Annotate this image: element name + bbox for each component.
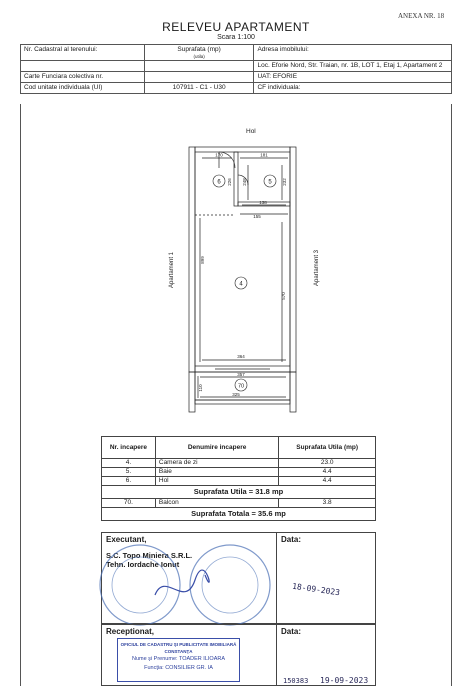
cod-label: Cod unitate individuala (UI) xyxy=(21,83,145,94)
carte-label: Carte Funciara colectiva nr. xyxy=(21,72,145,83)
suprafata-sub: (utila) xyxy=(193,54,205,59)
dim-label: 570 xyxy=(281,292,286,300)
dim-label: 170 xyxy=(215,152,223,158)
uat-value: UAT: EFORIE xyxy=(254,72,452,83)
partition-vertical xyxy=(234,152,238,206)
table-row xyxy=(102,459,376,468)
balcony-right-wall xyxy=(290,372,296,412)
total-totala: Suprafata Totala = 35.6 mp xyxy=(102,508,376,521)
receptionat-date: 19-09-2023 xyxy=(320,676,369,685)
dim-label: 138 xyxy=(259,200,267,205)
annex-number: ANEXA NR. 18 xyxy=(398,12,445,20)
adresa-label: Adresa imobilului: xyxy=(254,45,452,61)
balcony-left-wall xyxy=(189,372,195,412)
dim-label: 325 xyxy=(232,392,240,397)
dim-label: 110 xyxy=(198,384,203,392)
rooms-table xyxy=(101,436,376,521)
table-row xyxy=(102,499,376,508)
cf-label: CF individuala: xyxy=(254,83,452,94)
cell-nr: 70. xyxy=(102,499,156,508)
stamp-func: Funcţia: CONSILIER GR. IA xyxy=(144,665,213,671)
room-5-label: 5 xyxy=(268,179,272,186)
left-wall xyxy=(189,147,195,372)
cell-name: Camera de zi xyxy=(155,459,278,468)
dim-label: 899 xyxy=(200,256,205,264)
dim-label: 181 xyxy=(260,152,268,158)
adresa-value: Loc. Eforie Nord, Str. Traian, nr. 1B, LOT 1, Etaj 1, Apartament 2 xyxy=(254,61,452,72)
cell-area: 4.4 xyxy=(279,477,376,486)
cell-nr: 4. xyxy=(102,459,156,468)
page-title: RELEVEU APARTAMENT xyxy=(162,20,310,34)
table-row xyxy=(102,477,376,486)
cod-value: 107911 - C1 - U30 xyxy=(144,83,254,94)
executant-label: Executant, xyxy=(106,535,147,544)
cell-name: Hol xyxy=(155,477,278,486)
cell-nr: 6. xyxy=(102,477,156,486)
cell-name: Balcon xyxy=(155,499,278,508)
room-6-label: 6 xyxy=(217,179,221,186)
cell-name: Baie xyxy=(155,468,278,477)
executant-date: 18-09-2023 xyxy=(291,581,341,598)
ocpi-stamp xyxy=(117,638,240,682)
dim-label: 248 xyxy=(242,178,247,186)
executant-stamp xyxy=(95,540,275,630)
registration-number: 150383 xyxy=(283,677,309,685)
table-row xyxy=(102,468,376,477)
suprafata-label: Suprafata (mp) xyxy=(177,46,221,53)
executant-tech: Tehn. Iordache Ionut xyxy=(106,560,180,569)
left-neighbor-label: Apartament 1 xyxy=(169,251,175,289)
cell-nr: 5. xyxy=(102,468,156,477)
dim-label: 232 xyxy=(282,178,287,186)
executant-company: S.C. Topo Miniera S.R.L. xyxy=(106,551,193,560)
dim-label: 155 xyxy=(253,214,261,219)
stamp-name: Nume şi Prenume: TOADER ILIOARA xyxy=(131,656,226,662)
dim-label: 364 xyxy=(237,354,245,359)
col-nr-header: Nr. incapere xyxy=(102,437,156,459)
room-4-label: 4 xyxy=(239,281,243,288)
cell-area: 3.8 xyxy=(279,499,376,508)
dim-label: 357 xyxy=(237,372,245,377)
top-wall xyxy=(195,147,290,152)
total-utila: Suprafata Utila = 31.8 mp xyxy=(102,486,376,499)
receptionat-date-label: Data: xyxy=(281,627,302,636)
col-name-header: Denumire incapere xyxy=(155,437,278,459)
receptionat-label: Receptionat, xyxy=(106,627,155,636)
scale-label: Scara 1:100 xyxy=(217,34,255,41)
cadastral-label: Nr. Cadastral al terenului: xyxy=(21,45,145,61)
stamp-office: OFICIUL DE CADASTRU ŞI PUBLICITATE IMOBILIARĂ CONSTANŢA xyxy=(120,642,237,654)
cell-area: 23.0 xyxy=(279,459,376,468)
right-wall xyxy=(290,147,296,372)
room-70-label: 70 xyxy=(237,383,245,390)
col-area-header: Suprafata Utila (mp) xyxy=(279,437,376,459)
hol-label: Hol xyxy=(246,128,256,135)
cell-area: 4.4 xyxy=(279,468,376,477)
balcony-rail xyxy=(195,400,290,404)
right-neighbor-label: Apartament 3 xyxy=(314,249,320,287)
executant-date-label: Data: xyxy=(281,535,302,544)
dim-label: 226 xyxy=(227,178,232,186)
